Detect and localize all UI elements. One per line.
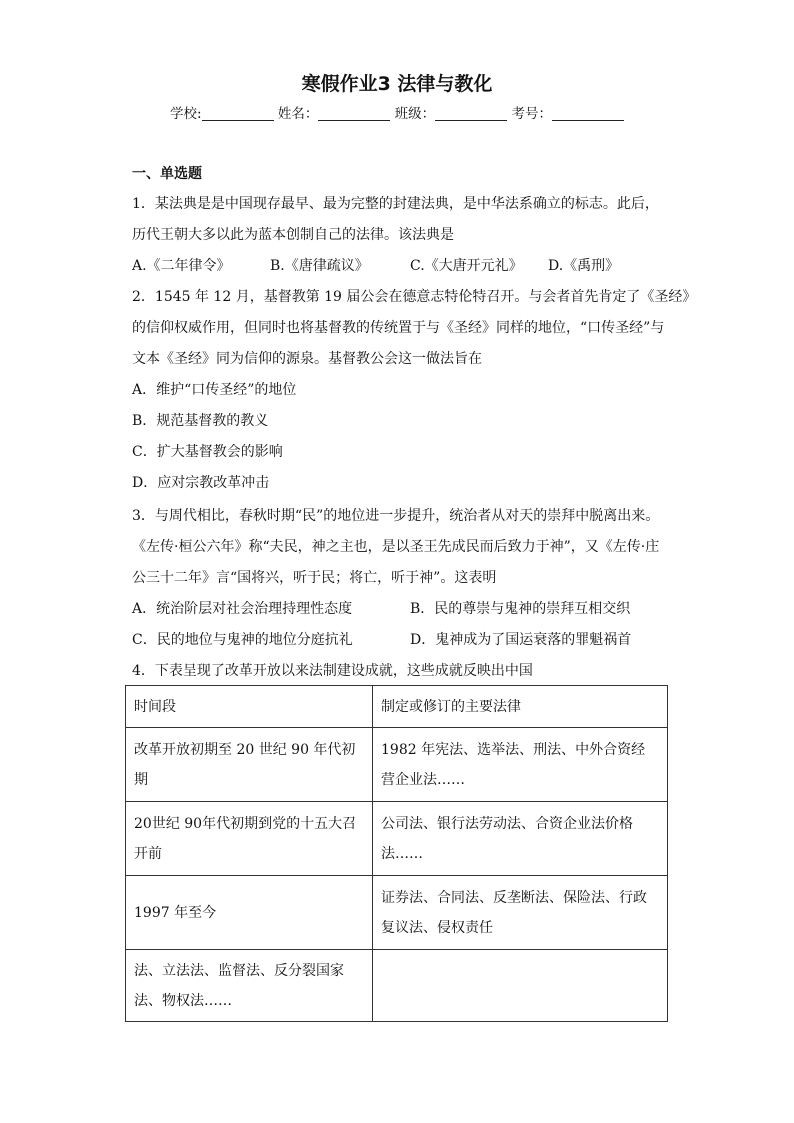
q3-line-1: 3．与周代相比，春秋时期“民”的地位进一步提升，统治者从对天的崇拜中脱离出来。 [132, 508, 660, 524]
q1-option-b[interactable]: B.《唐律疏议》 [270, 258, 369, 274]
table-cell: 改革开放初期至 20 世纪 90 年代初期 [126, 728, 373, 802]
q1-line-2: 历代王朝大多以此为蓝本创制自己的法律。该法典是 [132, 227, 454, 243]
q2-line-1: 2．1545 年 12 月，基督教第 19 届公会在德意志特伦特召开。与会者首先肯定了《圣经》 [132, 289, 697, 305]
q1-line-1: 1．某法典是是中国现存最早、最为完整的封建法典，是中华法系确立的标志。此后， [132, 196, 659, 212]
q3-line-2: 《左传·桓公六年》称“夫民，神之主也，是以圣王先成民而后致力于神”，又《左传·庄 [132, 539, 660, 555]
q3-option-a[interactable]: A．统治阶层对社会治理持理性态度 [132, 601, 353, 617]
q2-option-b[interactable]: B．规范基督教的教义 [132, 413, 269, 429]
table-cell: 证券法、合同法、反垄断法、保险法、行政复议法、侵权责任 [373, 876, 668, 950]
exam-no-label: 考号： [511, 106, 552, 122]
school-blank[interactable] [202, 106, 274, 121]
table-row [126, 728, 668, 802]
table-cell [373, 950, 668, 1022]
q2-line-3: 文本《圣经》同为信仰的源泉。基督教公会这一做法旨在 [132, 351, 482, 367]
exam-no-blank[interactable] [552, 106, 624, 121]
table-cell: 公司法、银行法劳动法、合资企业法价格法…… [373, 802, 668, 876]
q1-option-c[interactable]: C.《大唐开元礼》 [410, 258, 523, 274]
table-cell: 法、立法法、监督法、反分裂国家法、物权法…… [126, 950, 373, 1022]
table-row [126, 802, 668, 876]
class-blank[interactable] [435, 106, 507, 121]
q1-option-d[interactable]: D.《禹刑》 [548, 258, 620, 274]
q2-line-2: 的信仰权威作用，但同时也将基督教的传统置于与《圣经》同样的地位，“口传圣经”与 [132, 320, 665, 336]
table-header-cell: 制定或修订的主要法律 [373, 686, 668, 728]
name-label: 姓名： [277, 106, 319, 122]
q3-option-d[interactable]: D．鬼神成为了国运衰落的罪魁祸首 [410, 632, 632, 648]
q4-line-1: 4．下表呈现了改革开放以来法制建设成就，这些成就反映出中国 [132, 663, 533, 679]
q3-option-b[interactable]: B．民的尊崇与鬼神的崇拜互相交织 [410, 601, 631, 617]
student-info-line [0, 102, 794, 122]
table-header-cell: 时间段 [126, 686, 373, 728]
class-label: 班级： [394, 106, 436, 122]
table-cell: 1997 年至今 [126, 876, 373, 950]
section-title: 一、单选题 [132, 166, 202, 182]
q3-line-3: 公三十二年》言“国将兴，听于民；将亡，听于神”。这表明 [132, 570, 497, 586]
q2-option-c[interactable]: C．扩大基督教会的影响 [132, 444, 283, 460]
table-cell: 20世纪 90年代初期到党的十五大召开前 [126, 802, 373, 876]
table-row [126, 876, 668, 950]
law-table [125, 685, 668, 1022]
table-row [126, 950, 668, 1022]
q1-option-a[interactable]: A.《二年律令》 [132, 258, 231, 274]
q3-option-c[interactable]: C．民的地位与鬼神的地位分庭抗礼 [132, 632, 353, 648]
name-blank[interactable] [318, 106, 390, 121]
q2-option-d[interactable]: D．应对宗教改革冲击 [132, 475, 270, 491]
table-cell: 1982 年宪法、选举法、刑法、中外合资经营企业法…… [373, 728, 668, 802]
table-header-row [126, 686, 668, 728]
page-title: 寒假作业3 法律与教化 [301, 73, 493, 95]
school-label: 学校: [170, 106, 202, 122]
q2-option-a[interactable]: A．维护“口传圣经”的地位 [132, 382, 297, 398]
